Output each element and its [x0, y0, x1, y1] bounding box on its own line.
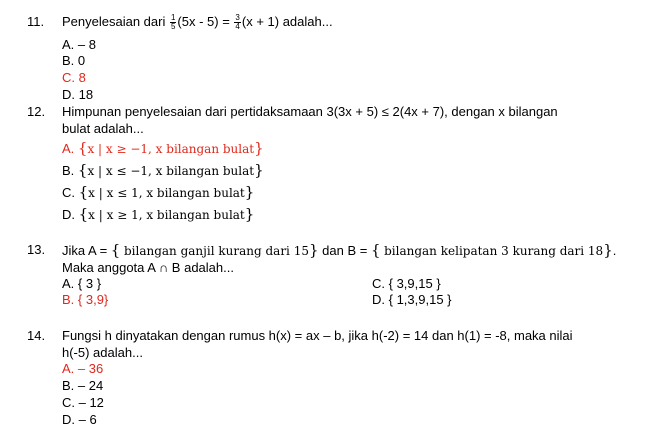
q12-stem-line2: bulat adalah... — [62, 121, 144, 136]
q14-option-c: C. – 12 — [62, 395, 104, 410]
q11-option-d: D. 18 — [62, 87, 94, 102]
q11-fraction-2-num: 3 — [235, 13, 240, 23]
q12-option-c-letter: C. — [62, 185, 75, 200]
q11-option-a: A. – 8 — [62, 37, 96, 52]
q14-option-d: D. – 6 — [62, 412, 97, 427]
q13-set-b: bilangan kelipatan 3 kurang dari 18 — [384, 244, 604, 258]
q11-stem-pre: Penyelesaian dari — [62, 14, 169, 29]
q14-option-a-answer: A. – 36 — [62, 361, 104, 376]
q11-stem — [62, 14, 333, 31]
q12-number: 12. — [27, 104, 46, 119]
q11-number: 11. — [27, 14, 45, 29]
q14-stem-line1: Fungsi h dinyatakan dengan rumus h(x) = ax – b, jika h(-2) = 14 dan h(1) = -8, maka nilai — [62, 328, 573, 343]
q13-b-prefix: dan B = — [318, 243, 371, 258]
q12-stem-line1: Himpunan penyelesaian dari pertidaksamaan 3(3x + 5) ≤ 2(4x + 7), dengan x bilangan — [62, 104, 558, 119]
q14-stem-line2: h(-5) adalah... — [62, 345, 143, 360]
q12-option-d-set: x | x ≥ 1, x bilangan bulat — [88, 208, 245, 222]
q13-number: 13. — [27, 242, 46, 257]
q12-option-a-set: x | x ≥ −1, x bilangan bulat — [87, 142, 255, 156]
q14-number: 14. — [27, 328, 46, 343]
q12-option-b: B. {x | x ≤ −1, x bilangan bulat} — [62, 161, 264, 179]
q11-stem-post: (x + 1) adalah... — [241, 14, 333, 29]
q11-option-c-answer: C. 8 — [62, 70, 86, 85]
q12-option-d-letter: D. — [62, 207, 75, 222]
q11-stem-mid: (5x - 5) = — [177, 14, 234, 29]
q13-stem-line1: Jika A = { bilangan ganjil kurang dari 15} dan B = { bilangan kelipatan 3 kurang dari 18}. — [62, 241, 617, 259]
q13-option-a: A. { 3 } — [62, 276, 102, 291]
q14-option-b: B. – 24 — [62, 378, 104, 393]
q11-option-b: B. 0 — [62, 53, 86, 68]
q12-option-c: C. {x | x ≤ 1, x bilangan bulat} — [62, 183, 255, 201]
q11-fraction-1-num: 1 — [170, 13, 176, 23]
q12-option-a-answer: A. {x | x ≥ −1, x bilangan bulat} — [62, 139, 264, 157]
q13-option-c: C. { 3,9,15 } — [372, 276, 441, 291]
q11-fraction-1 — [170, 14, 176, 31]
q12-option-b-set: x | x ≤ −1, x bilangan bulat — [87, 164, 255, 178]
q13-set-a: bilangan ganjil kurang dari 15 — [123, 244, 309, 258]
q12-option-d: D. {x | x ≥ 1, x bilangan bulat} — [62, 205, 255, 223]
q12-option-b-letter: B. — [62, 163, 75, 178]
q13-option-b-answer: B. { 3,9} — [62, 292, 109, 307]
q13-option-d: D. { 1,3,9,15 } — [372, 292, 452, 307]
q13-stem-line2: Maka anggota A ∩ B adalah... — [62, 260, 234, 275]
q11-fraction-2-den: 4 — [235, 22, 240, 32]
q12-option-a-letter: A. — [62, 141, 75, 156]
q12-option-c-set: x | x ≤ 1, x bilangan bulat — [88, 186, 245, 200]
q11-fraction-2 — [234, 14, 240, 31]
q11-fraction-1-den: 5 — [170, 22, 176, 32]
q13-a-prefix: Jika A = — [62, 243, 111, 258]
